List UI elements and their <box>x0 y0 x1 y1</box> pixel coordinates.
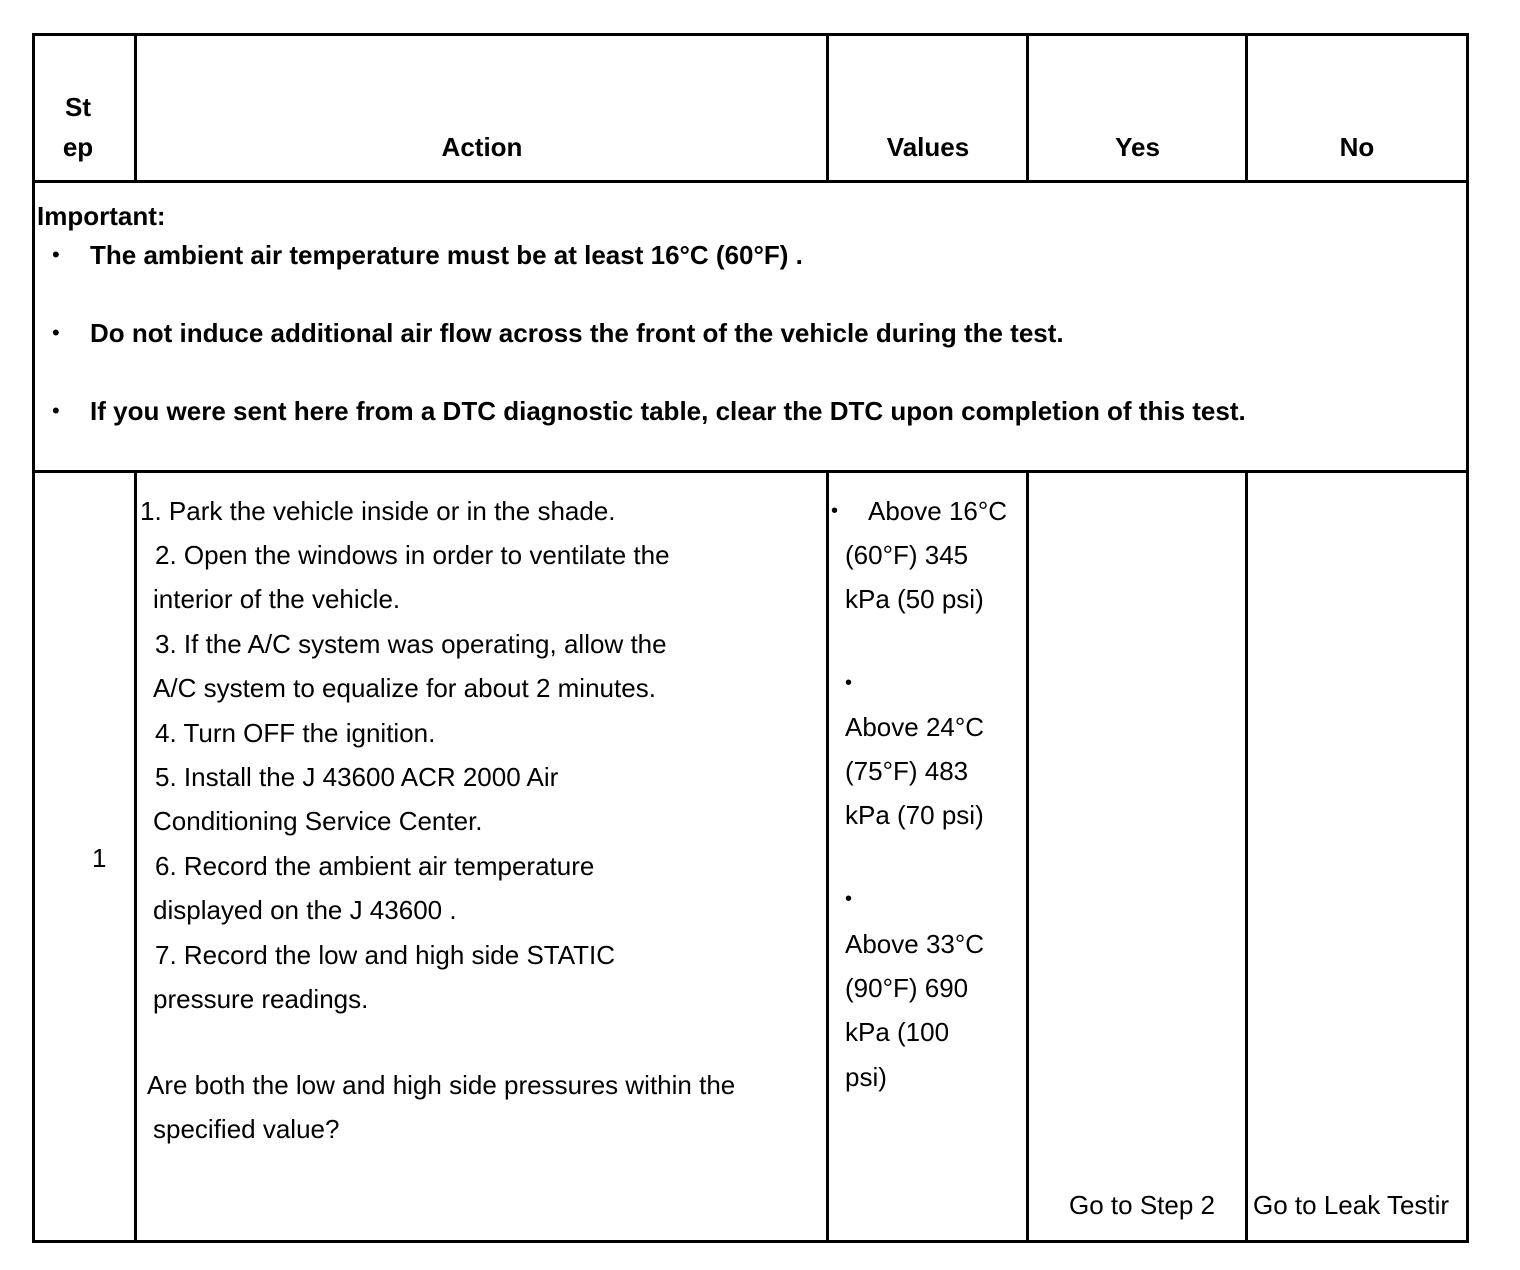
important-item-3: If you were sent here from a DTC diagnostic table, clear the DTC upon completion of this test. <box>90 396 1246 426</box>
action-line: A/C system to equalize for about 2 minutes. <box>153 673 656 703</box>
action-line: 6. Record the ambient air temperature <box>155 851 595 881</box>
header-yes: Yes <box>1115 132 1160 162</box>
action-line: 7. Record the low and high side STATIC <box>155 940 616 970</box>
action-line: 2. Open the windows in order to ventilate the <box>155 540 670 570</box>
value-line: (75°F) 483 <box>845 756 969 786</box>
header-step-line2: ep <box>62 132 94 162</box>
bullet-icon: • <box>831 500 839 522</box>
table-border-left <box>32 33 35 1243</box>
bullet-icon: • <box>52 242 60 267</box>
col-divider-action-row1 <box>826 470 829 1243</box>
value-line: kPa (50 psi) <box>845 584 984 614</box>
action-line: displayed on the J 43600 . <box>153 895 457 925</box>
important-title: Important: <box>37 201 166 231</box>
no-go-to-leak-testing[interactable]: Go to Leak Testir <box>1253 1190 1450 1220</box>
bullet-icon: • <box>52 320 60 345</box>
table-border-right <box>1466 33 1469 1243</box>
value-line: psi) <box>845 1062 887 1092</box>
important-item-1: The ambient air temperature must be at least 16°C (60°F) . <box>90 240 803 270</box>
action-line: 4. Turn OFF the ignition. <box>155 718 436 748</box>
action-line: pressure readings. <box>153 984 369 1014</box>
header-divider <box>32 180 1469 183</box>
action-line: Conditioning Service Center. <box>153 806 483 836</box>
bullet-icon: • <box>52 398 60 423</box>
value-line: (90°F) 690 <box>845 973 969 1003</box>
value-line: Above 24°C <box>845 712 985 742</box>
header-values: Values <box>886 132 970 162</box>
action-line: interior of the vehicle. <box>153 584 401 614</box>
value-line: kPa (100 <box>845 1017 950 1047</box>
header-step-line1: St <box>65 92 91 122</box>
header-action: Action <box>441 132 523 162</box>
action-line: 3. If the A/C system was operating, allow the <box>155 629 667 659</box>
value-line: kPa (70 psi) <box>845 800 984 830</box>
question-line: specified value? <box>153 1114 340 1144</box>
action-line: 1. Park the vehicle inside or in the shade. <box>140 496 616 526</box>
col-divider-yes-row1 <box>1245 470 1248 1243</box>
important-item-2: Do not induce additional air flow across the front of the vehicle during the test. <box>90 318 1064 348</box>
value-line: (60°F) 345 <box>845 540 969 570</box>
question-line: Are both the low and high side pressures within the <box>147 1070 736 1100</box>
bullet-icon: • <box>845 672 853 694</box>
table-border-top <box>32 33 1469 36</box>
bullet-icon: • <box>845 888 853 910</box>
important-divider <box>32 470 1469 473</box>
col-divider-step-row1 <box>134 470 137 1243</box>
action-line: 5. Install the J 43600 ACR 2000 Air <box>155 762 559 792</box>
value-line: Above 16°C <box>868 496 1008 526</box>
row1-step: 1 <box>92 843 107 873</box>
col-divider-values-row1 <box>1026 470 1029 1243</box>
header-no: No <box>1339 132 1375 162</box>
value-line: Above 33°C <box>845 929 985 959</box>
table-border-bottom <box>32 1240 1469 1243</box>
yes-go-to-step-2[interactable]: Go to Step 2 <box>1069 1190 1215 1220</box>
